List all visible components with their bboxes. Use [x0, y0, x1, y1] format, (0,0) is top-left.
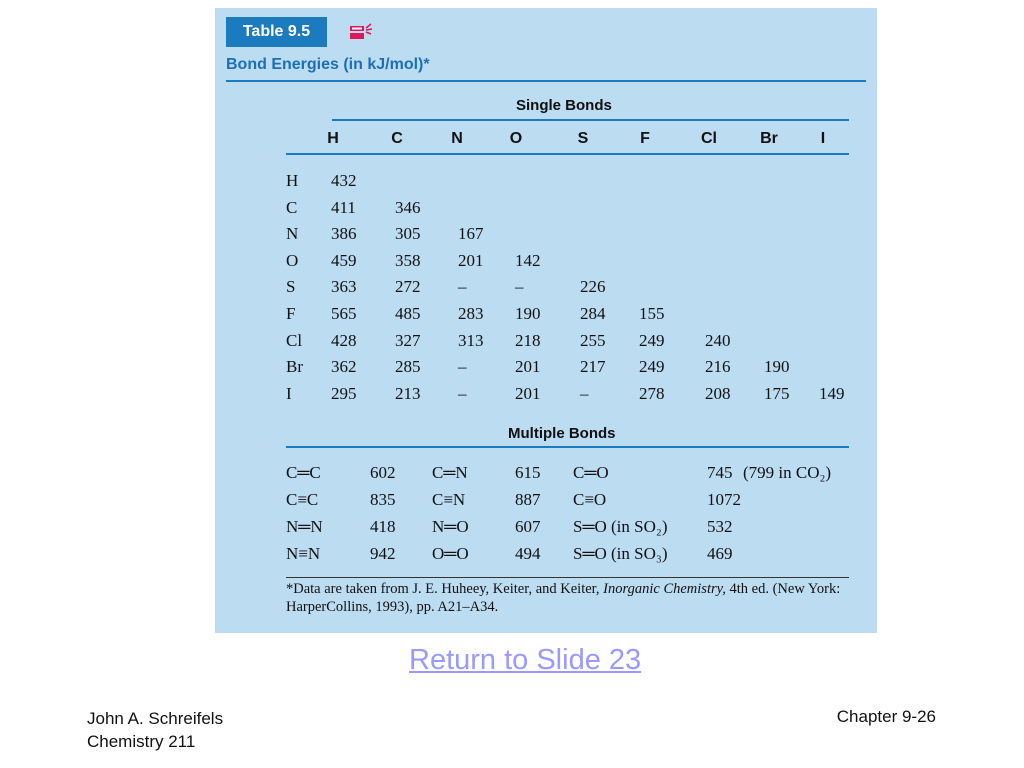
bond-energy-cell: 167 — [458, 224, 484, 244]
bond-energy-cell: 190 — [764, 357, 790, 377]
bond-energy-cell: 295 — [331, 383, 357, 403]
bond-energy-cell: 327 — [395, 330, 421, 350]
row-label-f: F — [286, 304, 296, 323]
multiple-bond-label: C≡N — [432, 490, 466, 509]
bond-energy-cell: 363 — [331, 277, 357, 297]
multiple-bond-label: S═O (in SO₂) — [573, 517, 668, 536]
multiple-bond-energy: 532 — [707, 517, 733, 536]
multiple-bond-energy: 942 — [370, 544, 396, 563]
multiple-bond-label: N═N — [286, 517, 323, 536]
bond-energy-cell: 432 — [331, 171, 357, 190]
bond-energy-cell: 284 — [580, 304, 606, 323]
multiple-bonds-rule — [286, 446, 849, 448]
row-label-n: N — [286, 224, 299, 244]
bond-energy-cell: 285 — [395, 357, 421, 377]
bond-energy-cell: 428 — [331, 330, 357, 350]
bond-energy-cell: 362 — [331, 357, 357, 377]
multiple-bond-label: C═C — [286, 463, 321, 482]
footnote-rule — [286, 577, 849, 578]
row-label-s: S — [286, 277, 296, 297]
footnote-prefix: *Data are taken from J. E. Huheey, Keiter, and Keiter, — [286, 581, 604, 597]
multiple-bond-label: C≡O — [573, 490, 607, 509]
bond-energy-cell: 386 — [331, 224, 357, 244]
bond-energy-cell: 226 — [580, 277, 606, 297]
multiple-bond-label: N≡N — [286, 544, 321, 563]
column-header-rule — [286, 153, 849, 155]
multiple-bond-energy: 615 — [515, 463, 541, 482]
column-header-f: F — [640, 130, 650, 147]
multiple-bond-energy: 607 — [515, 517, 541, 536]
bond-energy-cell: 313 — [458, 330, 484, 350]
table-number-badge: Table 9.5 — [226, 17, 327, 47]
multiple-bond-energy: 418 — [370, 517, 396, 536]
row-label-o: O — [286, 250, 299, 270]
column-header-c: C — [391, 130, 403, 147]
row-label-h: H — [286, 171, 299, 190]
multiple-bond-energy: 1072 — [707, 490, 741, 509]
return-to-slide-link[interactable]: Return to Slide 23 — [409, 644, 642, 676]
bond-energy-cell: 218 — [515, 330, 541, 350]
footer-author: John A. Schreifels — [87, 709, 224, 728]
multiple-bond-energy: 835 — [370, 490, 396, 509]
title-rule — [226, 80, 866, 82]
footer-page-number: Chapter 9-26 — [836, 707, 936, 726]
bond-energy-cell: 278 — [639, 383, 665, 403]
row-label-br: Br — [286, 357, 303, 377]
multiple-bond-label: N═O — [432, 517, 469, 536]
multiple-bond-label: O═O — [432, 544, 469, 563]
footnote-book-title: Inorganic Chemistry, — [603, 581, 726, 597]
multiple-bond-energy: 602 — [370, 463, 396, 482]
single-bonds-heading: Single Bonds — [516, 97, 612, 114]
multiple-bond-label: C═O — [573, 463, 609, 482]
bond-energy-cell: 155 — [639, 304, 665, 323]
bond-energy-cell: 201 — [458, 250, 484, 270]
bond-energy-cell: 283 — [458, 304, 484, 323]
bond-energy-cell: 346 — [395, 197, 421, 217]
column-header-i: I — [820, 130, 826, 147]
footnote — [286, 580, 846, 616]
bond-energy-cell: – — [458, 357, 467, 377]
row-label-cl: Cl — [286, 330, 303, 350]
multiple-bond-energy: 494 — [515, 544, 541, 563]
bond-energy-cell: 485 — [395, 304, 421, 323]
column-header-h: H — [327, 130, 339, 147]
bond-energy-cell: 217 — [580, 357, 606, 377]
bond-energy-cell: 565 — [331, 304, 357, 323]
bond-energy-cell: – — [580, 383, 589, 403]
bond-energy-cell: 272 — [395, 277, 421, 297]
bond-energy-cell: 249 — [639, 357, 665, 377]
bond-energy-cell: – — [515, 277, 524, 297]
multiple-bond-energy: 745 — [707, 463, 733, 482]
footer-course: Chemistry 211 — [87, 732, 196, 751]
book-icon — [349, 22, 373, 42]
multiple-bond-label: C≡C — [286, 490, 319, 509]
multiple-bond-note: (799 in CO₂) — [743, 463, 832, 482]
footnote-suffix: 4th ed. (New York: HarperCollins, 1993), pp. A21–A34. — [286, 581, 841, 615]
bond-energy-cell: 411 — [331, 197, 356, 217]
bond-energy-cell: 149 — [819, 383, 845, 403]
column-header-br: Br — [760, 130, 778, 147]
bond-energy-cell: 305 — [395, 224, 421, 244]
bond-energy-cell: 249 — [639, 330, 665, 350]
bond-energy-cell: 216 — [705, 357, 731, 377]
bond-energy-cell: 142 — [515, 250, 541, 270]
bond-energy-cell: 201 — [515, 357, 541, 377]
table-title: Bond Energies (in kJ/mol)* — [226, 56, 430, 73]
bond-energy-cell: 208 — [705, 383, 731, 403]
footer-author-block — [87, 707, 223, 753]
table-image-panel — [215, 8, 877, 633]
row-label-i: I — [286, 383, 292, 403]
column-header-o: O — [509, 130, 523, 147]
column-header-s: S — [577, 130, 589, 147]
bond-energy-cell: 175 — [764, 383, 790, 403]
multiple-bond-energy: 469 — [707, 544, 733, 563]
bond-energy-cell: 459 — [331, 250, 357, 270]
bond-energy-cell: 240 — [705, 330, 731, 350]
single-bonds-rule — [332, 119, 849, 121]
column-header-cl: Cl — [701, 130, 717, 147]
bond-energy-cell: 201 — [515, 383, 541, 403]
multiple-bond-label: S═O (in SO₃) — [573, 544, 668, 563]
multiple-bond-energy: 887 — [515, 490, 541, 509]
bond-energy-cell: – — [458, 277, 467, 297]
bond-energy-cell: – — [458, 383, 467, 403]
multiple-bond-label: C═N — [432, 463, 468, 482]
row-label-c: C — [286, 197, 298, 217]
column-header-n: N — [451, 130, 463, 147]
bond-energy-cell: 255 — [580, 330, 606, 350]
multiple-bonds-heading: Multiple Bonds — [508, 425, 616, 442]
bond-energy-cell: 213 — [395, 383, 421, 403]
bond-energy-cell: 190 — [515, 304, 541, 323]
bond-energy-cell: 358 — [395, 250, 421, 270]
